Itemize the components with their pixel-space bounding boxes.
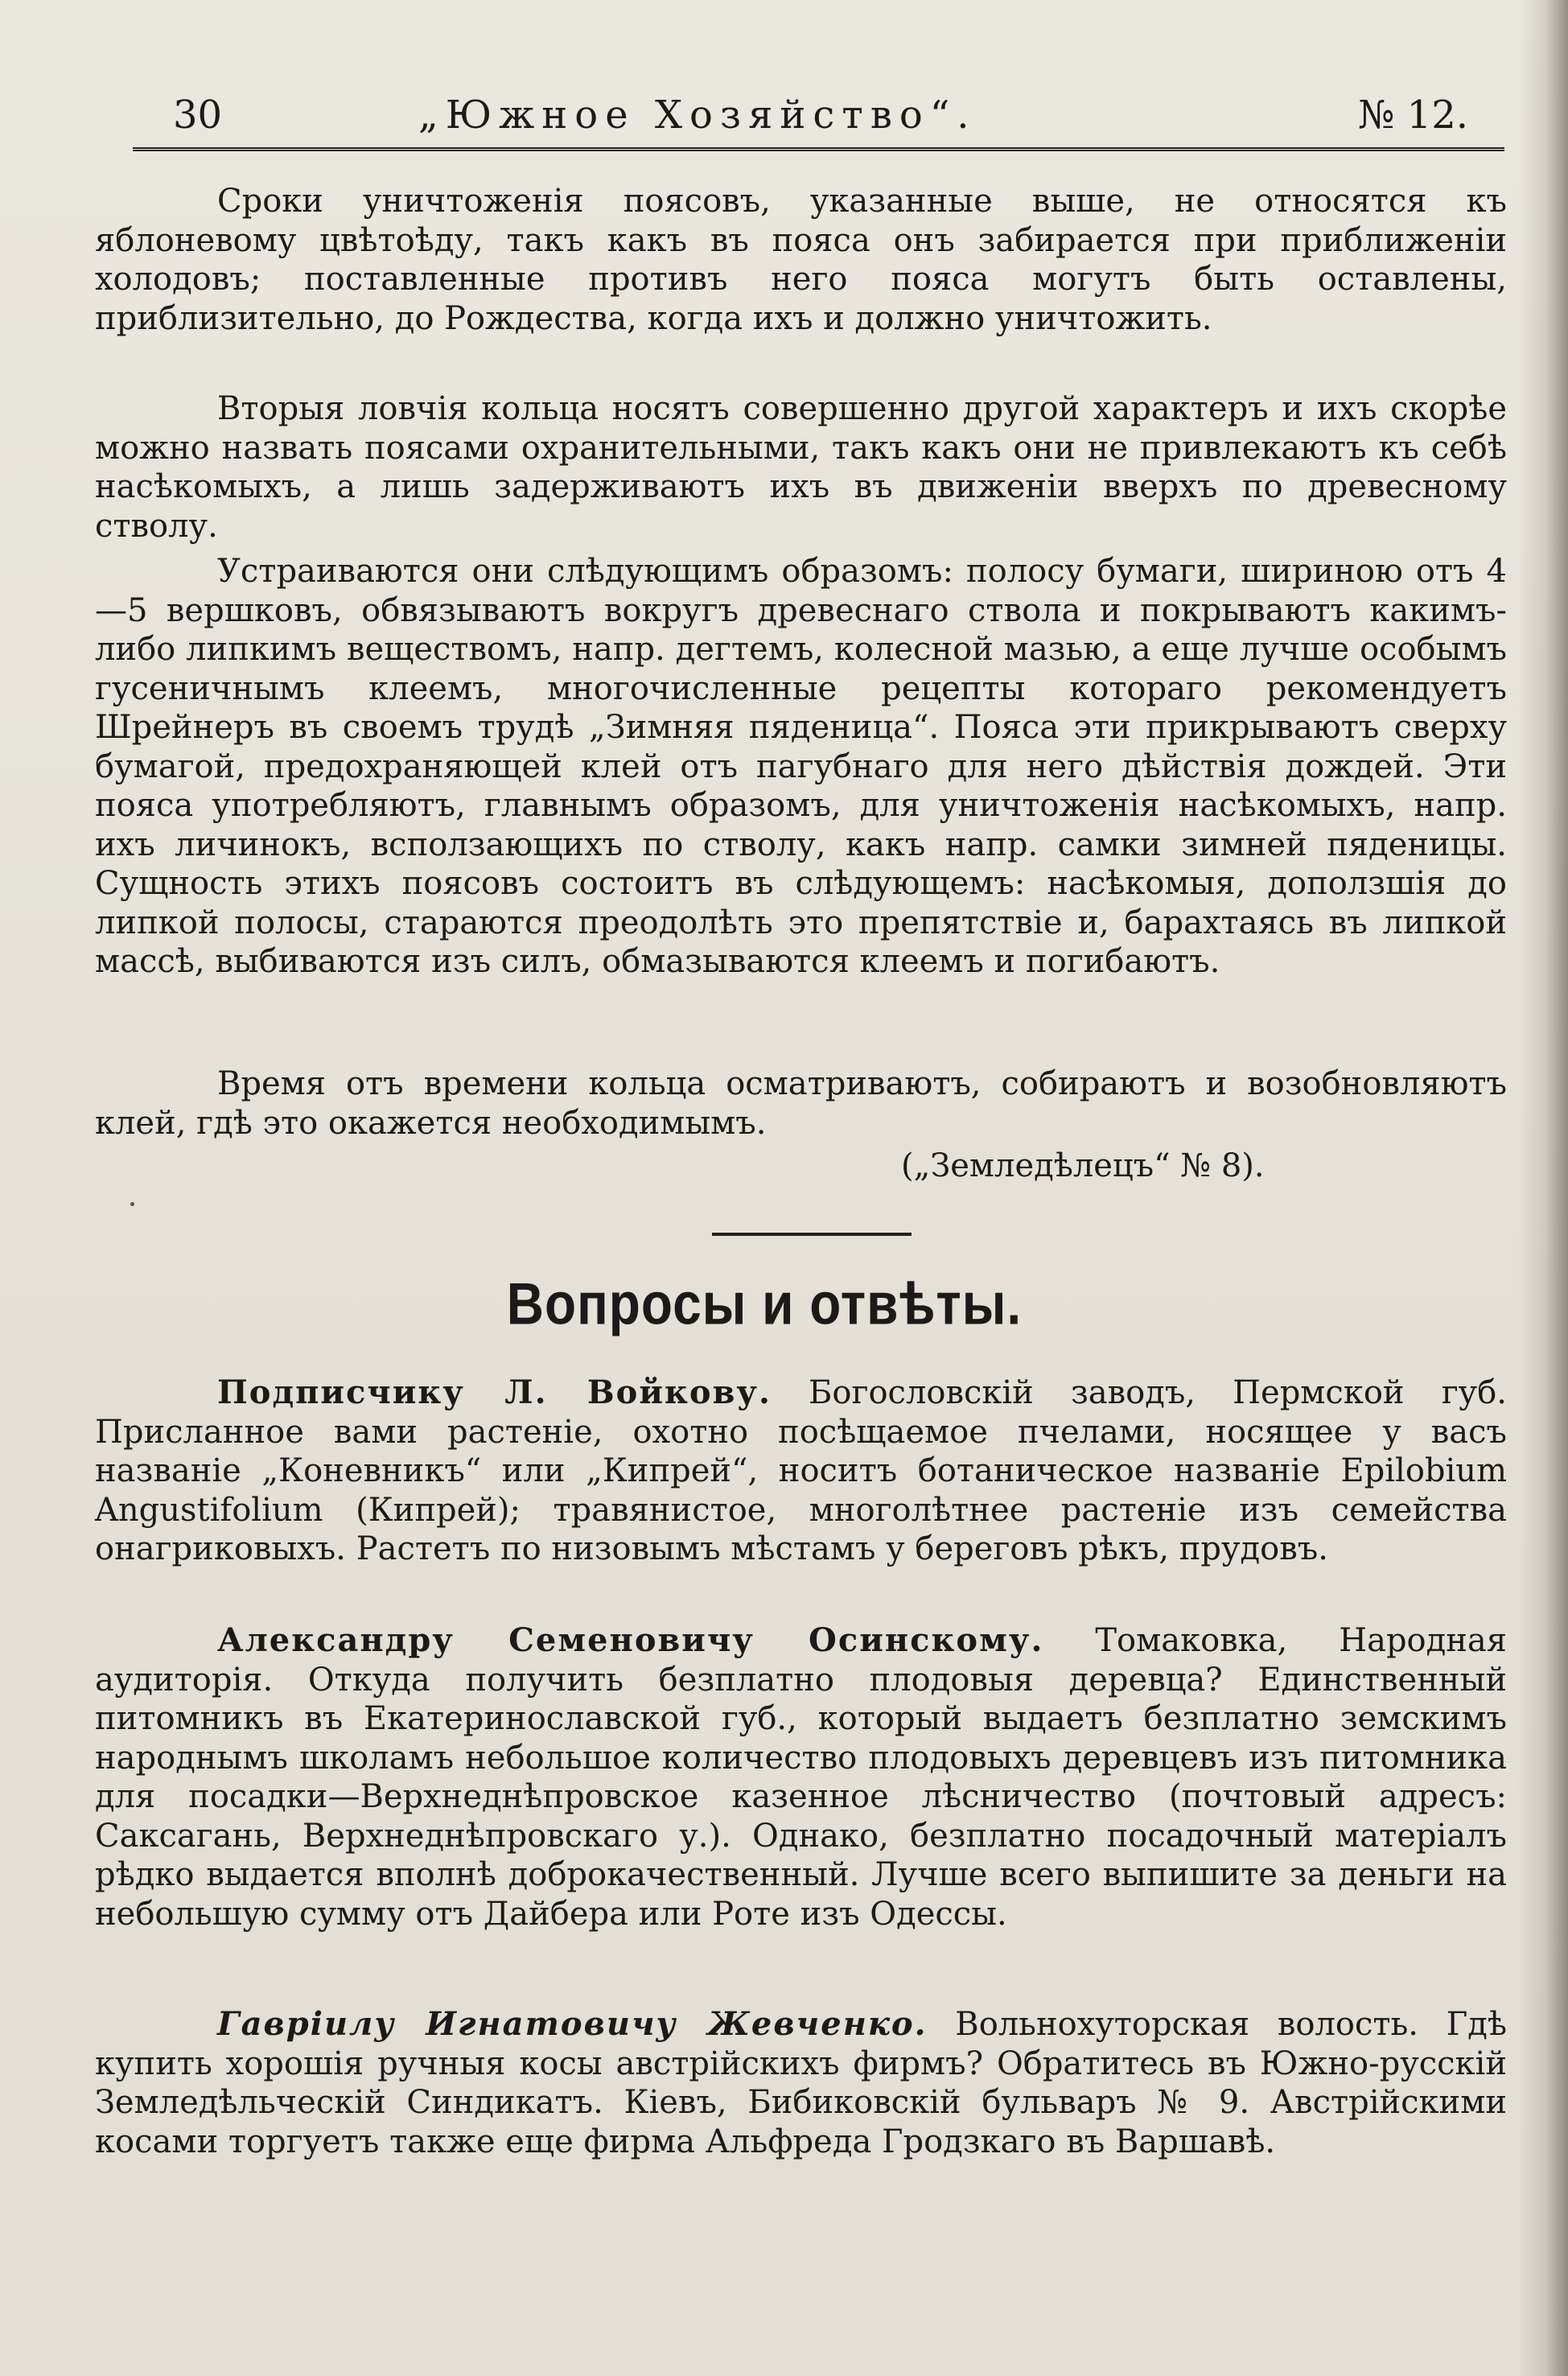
article-paragraph-3: Устраиваются они слѣдующимъ образомъ: полосу бумаги, шириною отъ 4—5 вершковъ, обвязываютъ вокругъ древеснаго ствола и покрываютъ какимъ-либо липкимъ веществомъ, напр. дегтемъ, колесной мазью, а еще лучше особымъ гусеничнымъ клеемъ, многочисленные рецепты котораго рекомендуетъ Шрейнеръ въ своемъ трудѣ „Зимняя пяденица“. Пояса эти прикрываютъ сверху бумагой, предохраняющей клей отъ пагубнаго для него дѣйствія дождей. Эти пояса употребляютъ, главнымъ образомъ, для уничтоженія насѣкомыхъ, напр. ихъ личинокъ, всползающихъ по стволу, какъ напр. самки зимней пяденицы. Сущность этихъ поясовъ состоитъ въ слѣдующемъ: насѣкомыя, доползшія до липкой полосы, стараются преодолѣть это препятствіе и, барахтаясь въ липкой массѣ, выбиваются изъ силъ, обмазываются клеемъ и погибаютъ. xyxy=(95,553,1507,980)
journal-title: „Южное Хозяйство“. xyxy=(418,93,977,138)
article-paragraph-1: Сроки уничтоженія поясовъ, указанные выше, не относятся къ яблоневому цвѣтоѣду, такъ какъ въ пояса онъ забирается при приближеніи холодовъ; поставленные противъ него пояса могутъ быть оставлены, приблизительно, до Рождества, когда ихъ и должно уничтожить. xyxy=(95,183,1507,337)
print-speck xyxy=(130,1202,134,1206)
section-heading: Вопросы и отвѣты. xyxy=(506,1270,1023,1337)
qa-recipient: Подписчику Л. Войкову. xyxy=(217,1373,772,1411)
qa-entry-1 xyxy=(95,1373,1507,1569)
qa-recipient: Гавріилу Игнатовичу Жевченко. xyxy=(217,2005,928,2043)
binding-shadow xyxy=(1518,0,1568,2376)
issue-number: № 12. xyxy=(1357,93,1468,138)
article-paragraph-2: Вторыя ловчія кольца носятъ совершенно другой характеръ и ихъ скорѣе можно назвать поясами охранительными, такъ какъ они не привлекаютъ къ себѣ насѣкомыхъ, а лишь задерживаютъ ихъ въ движеніи вверхъ по древесному стволу. xyxy=(95,390,1507,545)
section-separator xyxy=(712,1233,912,1236)
header-rule xyxy=(133,147,1504,151)
article-paragraph-4: Время отъ времени кольца осматриваютъ, собираютъ и возобновляютъ клей, гдѣ это окажется необходимымъ. xyxy=(95,1065,1507,1142)
qa-entry-3 xyxy=(95,2005,1507,2161)
page-number: 30 xyxy=(173,93,223,138)
qa-recipient: Александру Семеновичу Осинскому. xyxy=(217,1621,1044,1659)
qa-answer: Вольнохуторская волость. Гдѣ купить хорошія ручныя косы австрійскихъ фирмъ? Обратитесь въ Южно-русскій Земледѣльческій Синдикатъ. Кіевъ, Бибиковскій бульваръ № 9. Австрійскими косами торгуетъ также еще фирма Альфреда Гродзкаго въ Варшавѣ. xyxy=(95,2006,1507,2160)
qa-answer: Томаковка, Народная аудиторія. Откуда получить безплатно плодовыя деревца? Единственный питомникъ въ Екатеринославской губ., который выдаетъ безплатно земскимъ народнымъ школамъ небольшое количество плодовыхъ деревцевъ изъ питомника для посадки—Верхнеднѣпровское казенное лѣсничество (почтовый адресъ: Саксагань, Верхнеднѣпровскаго у.). Однако, безплатно посадочный матеріалъ рѣдко выдается вполнѣ доброкачественный. Лучше всего выпишите за деньги на небольшую сумму отъ Дайбера или Роте изъ Одессы. xyxy=(95,1622,1507,1933)
qa-answer: Богословскій заводъ, Пермской губ. Присланное вами растеніе, охотно посѣщаемое пчелами, носящее у васъ названіе „Коневникъ“ или „Кипрей“, носитъ ботаническое названіе Epilobium Angustifolium (Кипрей); травянистое, многолѣтнее растеніе изъ семейства онагриковыхъ. Растетъ по низовымъ мѣстамъ у береговъ рѣкъ, прудовъ. xyxy=(95,1374,1507,1567)
running-header xyxy=(133,87,1468,143)
article-source: („Земледѣлецъ“ № 8). xyxy=(901,1147,1265,1184)
qa-entry-2 xyxy=(95,1621,1507,1933)
